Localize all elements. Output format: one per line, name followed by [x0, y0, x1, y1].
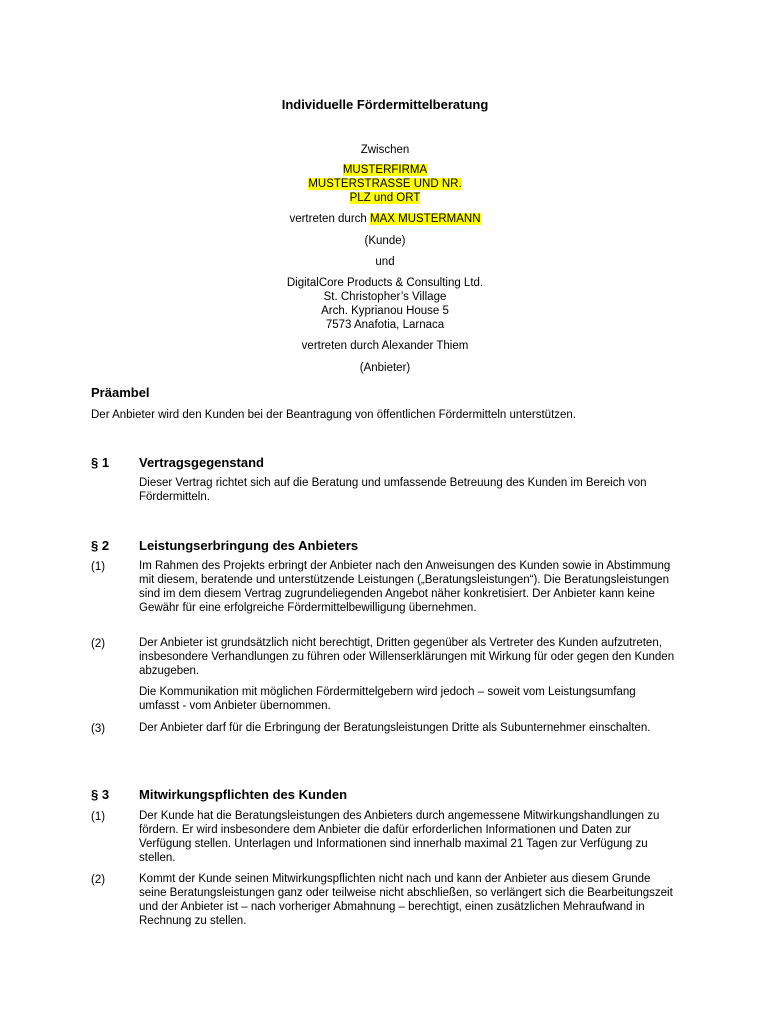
section-1-heading: Vertragsgegenstand [139, 455, 264, 470]
section-2-para-2-number: (2) [91, 638, 106, 650]
section-3-number: § 3 [91, 787, 110, 802]
section-2-para-3: Der Anbieter darf für die Erbringung der Beratungsleistungen Dritte als Subunternehmer einschalten. [139, 722, 651, 734]
provider-address-line2: Arch. Kyprianou House 5 [321, 305, 449, 317]
section-1-number: § 1 [91, 455, 110, 470]
client-city [0, 191, 770, 205]
client-role: (Kunde) [364, 235, 406, 247]
document-title: Individuelle Fördermittelberatung [281, 97, 489, 112]
section-2-para-1: Im Rahmen des Projekts erbringt der Anbieter nach den Anweisungen des Kunden sowie in Abstimmung mit diesem, beratende und unterstützende Leistungen („Beratungsleistungen“). Die Beratungsleistungen sind im dem diesem Vertrag zugrundeliegenden Angebot näher konkretisiert. Der Anbieter kann keine Gewähr für eine erfolgreiche Fördermittelbewilligung übernehmen. [139, 560, 671, 614]
client-name-text: MUSTERFIRMA [342, 164, 428, 176]
provider-role: (Anbieter) [359, 362, 411, 374]
client-street [0, 177, 770, 191]
section-2-number: § 2 [91, 538, 110, 553]
client-street-text: MUSTERSTRASSE UND NR. [308, 178, 462, 190]
section-1-text: Dieser Vertrag richtet sich auf die Beratung und umfassende Betreuung des Kunden im Bereich von Fördermitteln. [139, 477, 647, 503]
client-rep-name: MAX MUSTERMANN [370, 213, 481, 225]
preamble-heading: Präambel [91, 385, 150, 400]
section-2-para-1-number: (1) [91, 561, 106, 573]
and-label: und [375, 256, 395, 268]
section-2-para-2: Der Anbieter ist grundsätzlich nicht berechtigt, Dritten gegenüber als Vertreter des Kunden aufzutreten, insbesondere Verhandlungen zu führen oder Willenserklärungen mit Wirkung für oder gegen den Kunden abzugeben. [139, 637, 675, 677]
provider-name: DigitalCore Products & Consulting Ltd. [286, 277, 484, 289]
preamble-text: Der Anbieter wird den Kunden bei der Beantragung von öffentlichen Fördermitteln unterstützen. [91, 409, 577, 421]
provider-representation: vertreten durch Alexander Thiem [301, 340, 469, 352]
client-name [0, 163, 770, 177]
represented-prefix: vertreten durch [289, 213, 367, 225]
section-3-para-1: Der Kunde hat die Beratungsleistungen des Anbieters durch angemessene Mitwirkungshandlungen zu fördern. Er wird insbesondere dem Anbieter die dafür erforderlichen Informationen und Daten zur Verfügung stellen. Unterlagen und Informationen sind innerhalb maximal 21 Tagen zur Verfügung zu stellen. [139, 810, 660, 864]
provider-address-line3: 7573 Anafotia, Larnaca [325, 319, 445, 331]
section-2-para-2b: Die Kommunikation mit möglichen Fördermittelgebern wird jedoch – soweit vom Leistungsumfang umfasst - vom Anbieter übernommen. [139, 686, 636, 712]
section-2-heading: Leistungserbringung des Anbieters [139, 538, 359, 553]
client-city-text: PLZ und ORT [349, 192, 421, 204]
provider-address-line1: St. Christopher’s Village [323, 291, 447, 303]
client-representation [0, 212, 770, 226]
section-3-heading: Mitwirkungspflichten des Kunden [139, 787, 348, 802]
section-2-para-3-number: (3) [91, 723, 106, 735]
section-3-para-2: Kommt der Kunde seinen Mitwirkungspflichten nicht nach und kann der Anbieter aus diesem Grunde seine Beratungsleistungen ganz oder teilweise nicht abschließen, so verlängert sich die Bearbeitungszeit und der Anbieter ist – nach vorheriger Abmahnung – berechtigt, einen zusätzlichen Mehraufwand in Rechnung zu stellen. [139, 873, 673, 927]
between-label: Zwischen [360, 144, 410, 156]
section-3-para-2-number: (2) [91, 874, 106, 886]
section-3-para-1-number: (1) [91, 811, 106, 823]
